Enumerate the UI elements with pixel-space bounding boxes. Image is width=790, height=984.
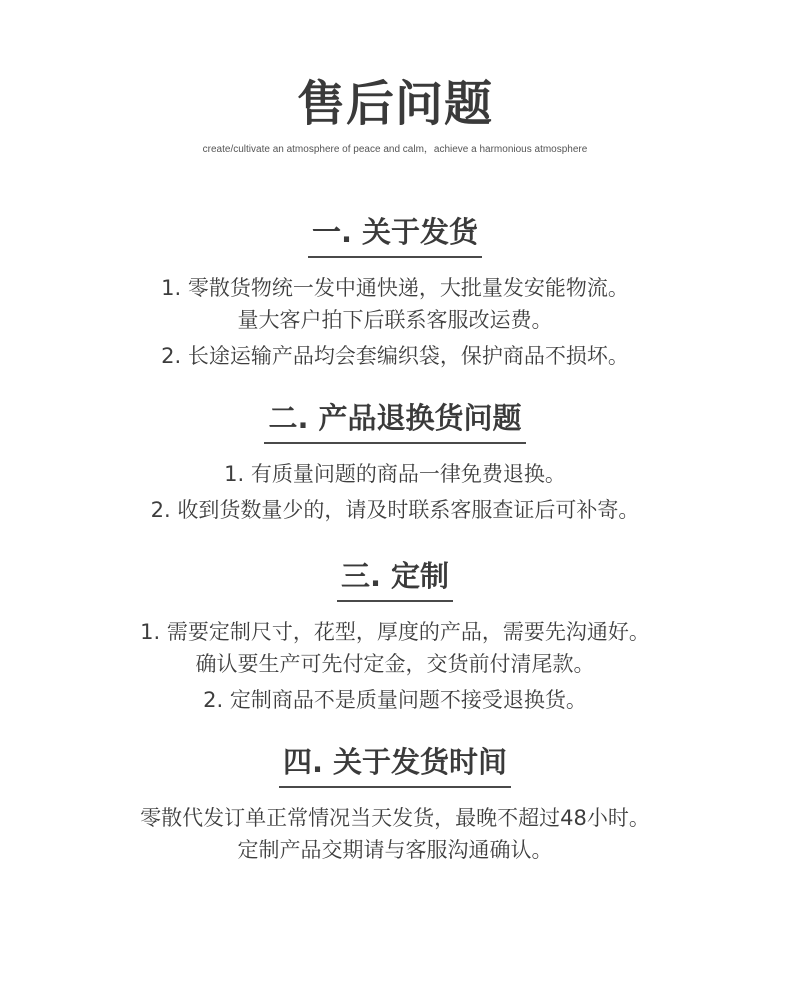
section-body	[0, 802, 790, 866]
section-heading-underline	[308, 212, 482, 258]
section-heading: 一. 关于发货	[311, 215, 479, 249]
section-heading-underline	[337, 556, 453, 602]
section-line: 2. 定制商品不是质量问题不接受退换货。	[203, 688, 587, 712]
page-subtitle: create/cultivate an atmosphere of peace and calm，achieve a harmonious atmosphere	[202, 144, 588, 155]
section-line: 定制产品交期请与客服沟通确认。	[237, 838, 553, 862]
section-heading: 二. 产品退换货问题	[268, 401, 522, 435]
section-heading-underline	[264, 398, 525, 444]
section-line: 零散代发订单正常情况当天发货，最晚不超过48小时。	[140, 806, 650, 830]
section-heading: 三. 定制	[340, 559, 450, 593]
section-body	[0, 458, 790, 526]
section-line: 2. 长途运输产品均会套编织袋，保护商品不损坏。	[161, 344, 629, 368]
section-body	[0, 272, 790, 372]
section-heading: 四. 关于发货时间	[282, 745, 508, 779]
section-heading-underline	[279, 742, 511, 788]
section-body	[0, 616, 790, 716]
section-shipping	[0, 212, 790, 372]
section-line: 确认要生产可先付定金，交货前付清尾款。	[195, 652, 595, 676]
section-returns	[0, 398, 790, 526]
section-shipping-time	[0, 742, 790, 866]
page-title: 售后问题	[296, 76, 493, 132]
section-line: 1. 零散货物统一发中通快递，大批量发安能物流。	[161, 276, 629, 300]
section-customization	[0, 556, 790, 716]
section-line: 1. 需要定制尺寸，花型，厚度的产品，需要先沟通好。	[140, 620, 650, 644]
section-line: 量大客户拍下后联系客服改运费。	[237, 308, 553, 332]
section-line: 2. 收到货数量少的，请及时联系客服查证后可补寄。	[150, 498, 640, 522]
section-line: 1. 有质量问题的商品一律免费退换。	[224, 462, 566, 486]
